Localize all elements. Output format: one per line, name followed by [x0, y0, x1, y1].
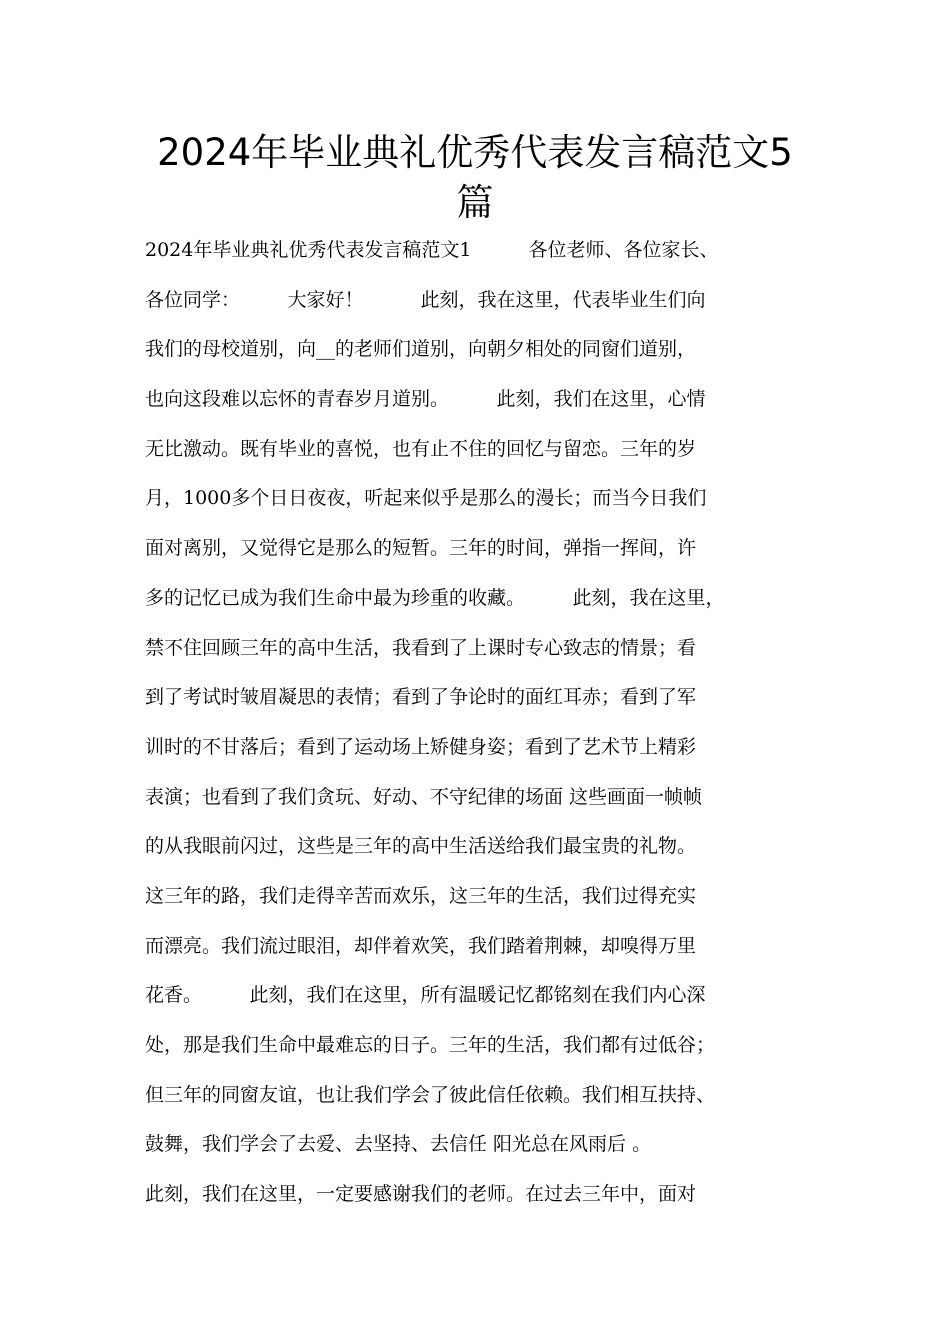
text-line: 也向这段难以忘怀的青春岁月道别。 此刻，我们在这里，心情 [145, 388, 706, 411]
text-line: 无比激动。既有毕业的喜悦，也有止不住的回忆与留恋。三年的岁 [145, 437, 697, 460]
text-line: 表演；也看到了我们贪玩、好动、不守纪律的场面 这些画面一帧帧 [145, 785, 703, 808]
text-line: 到了考试时皱眉凝思的表情；看到了争论时的面红耳赤；看到了军 [145, 686, 697, 709]
text-line: 2024年毕业典礼优秀代表发言稿范文1 各位老师、各位家长、 [145, 239, 719, 261]
title-line-1: 2024年毕业典礼优秀代表发言稿范文5 [157, 131, 793, 174]
text-line: 面对离别，又觉得它是那么的短暂。三年的时间，弹指一挥间，许 [145, 537, 697, 560]
text-line: 训时的不甘落后；看到了运动场上矫健身姿；看到了艺术节上精彩 [145, 735, 697, 758]
text-line: 处，那是我们生命中最难忘的日子。三年的生活，我们都有过低谷； [145, 1034, 716, 1056]
text-line: 而漂亮。我们流过眼泪，却伴着欢笑，我们踏着荆棘，却嗅得万里 [145, 934, 697, 957]
text-line: 禁不住回顾三年的高中生活，我看到了上课时专心致志的情景；看 [145, 636, 697, 659]
text-line: 此刻，我们在这里，一定要感谢我们的老师。在过去三年中，面对 [145, 1183, 697, 1206]
document-body [145, 232, 835, 1226]
text-line: 花香。 此刻，我们在这里，所有温暖记忆都铭刻在我们内心深 [145, 984, 706, 1007]
title-line-2: 篇 [456, 181, 494, 224]
text-line: 多的记忆已成为我们生命中最为珍重的收藏。 此刻，我在这里， [145, 586, 725, 609]
document-title [120, 128, 830, 228]
text-line: 这三年的路，我们走得辛苦而欢乐，这三年的生活，我们过得充实 [145, 884, 697, 907]
text-line: 各位同学： 大家好！ 此刻，我在这里，代表毕业生们向 [145, 288, 706, 311]
text-line: 鼓舞，我们学会了去爱、去坚持、去信任 阳光总在风雨后 。 [145, 1133, 652, 1156]
text-line: 的从我眼前闪过，这些是三年的高中生活送给我们最宝贵的礼物。 [145, 835, 697, 858]
text-line: 我们的母校道别，向__的老师们道别，向朝夕相处的同窗们道别， [145, 338, 697, 361]
text-line: 月，1000多个日日夜夜，听起来似乎是那么的漫长；而当今日我们 [145, 487, 707, 510]
text-line: 但三年的同窗友谊，也让我们学会了彼此信任依赖。我们相互扶持、 [145, 1083, 716, 1106]
